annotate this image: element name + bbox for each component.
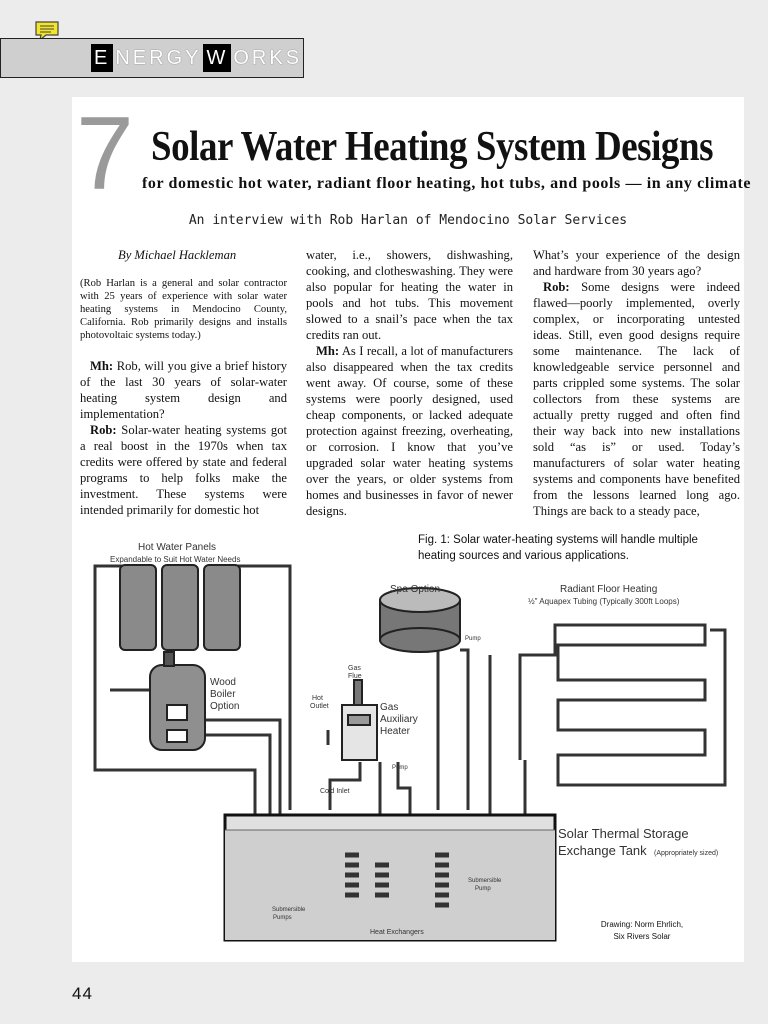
label-spa-option: Spa Option [390,584,441,595]
brand-word-1: NERGY [115,46,202,69]
label-pump-2: Pump [392,765,408,771]
label-cold-inlet: Cold Inlet [320,788,350,795]
speaker-label: Rob: [90,423,117,437]
label-hot-water-panels: Hot Water Panels [138,542,216,553]
text-column-3 [533,247,740,519]
paragraph [80,422,287,518]
paragraph: water, i.e., showers, dishwashing, cooking, and clotheswashing. They were also popular for heating the water in pools and hot tubs. This movement slowed to a snail’s pace when the tax credits ran out. [306,248,513,342]
paragraph-text: As I recall, a lot of manufacturers also disappeared when the tax credits went away. Of course, some of these systems were poorly designed, used cheap components, or lacked adequate protection against freezing, overheating, or corrosion. I know that you’ve upgraded solar water heating systems over the years, or older systems from homes and businesses in favor of newer designs. [306,344,513,518]
storage-tank [225,815,555,940]
label-gas-flue-1: Gas [348,665,361,672]
speaker-label: Mh: [316,344,340,358]
label-gas-aux-2: Auxiliary [380,714,418,725]
label-wood-boiler-1: Wood [210,677,236,688]
label-tank-2: Exchange Tank [558,843,647,858]
paragraph: What’s your experience of the design and hardware from 30 years ago? [533,248,740,278]
label-tank-1: Solar Thermal Storage [558,826,689,841]
label-sub-pump-right-1: Submersible [468,878,502,884]
text-column-1 [80,247,287,518]
paragraph-text: Some designs were indeed flawed—poorly implemented, overly complex, or incorporating untested ideas. Still, even good designs require some maintenance. The lack of knowledgeable service personnel and parts crippled some systems. The solar collectors from these systems are actually pretty rugged and often find their way back into new installations sold “as is” or used. Today’s manufacturers of solar water heating systems and components have benefited from the lessons learned long ago. Things are back to a steady pace, [533,280,740,518]
paragraph [533,279,740,519]
label-panels-sub: Expandable to Suit Hot Water Needs [110,555,241,564]
label-wood-boiler-3: Option [210,701,240,712]
text-column-2 [306,247,513,519]
label-pump: Pump [465,636,481,642]
label-hot-outlet-2: Outlet [310,703,329,710]
interview-line: An interview with Rob Harlan of Mendocino Solar Services [188,213,628,228]
label-gas-aux-3: Heater [380,726,411,737]
speaker-label: Mh: [90,359,114,373]
article-page [72,96,752,962]
brand-word-2: ORKS [233,46,303,69]
label-sub-pumps-left-1: Submersible [272,907,306,913]
label-sub-pump-right-2: Pump [475,886,491,892]
label-wood-boiler-2: Boiler [210,689,236,700]
solar-panels [120,565,240,650]
credit-line-1: Drawing: Norm Ehrlich, [600,920,684,929]
credit-line-2: Six Rivers Solar [613,932,671,941]
label-tank-sub: (Appropriately sized) [654,850,719,857]
label-heat-exchangers: Heat Exchangers [370,929,424,936]
brand-letter-e: E [91,44,113,72]
label-hot-outlet-1: Hot [312,695,323,702]
paragraph-text: Rob, will you give a brief history of the last 30 years of solar-water heating system design and implementation? [80,359,287,421]
article-title: Solar Water Heating System Designs [151,124,714,170]
wood-boiler [150,652,205,750]
spa-tub [380,588,460,652]
figure-caption: Fig. 1: Solar water-heating systems will handle multiple heating sources and various applications. [418,534,698,562]
brand-letter-w: W [203,44,231,72]
section-brand [91,44,304,72]
label-gas-flue-2: Flue [348,673,362,680]
speaker-label: Rob: [543,280,570,294]
paragraph [306,343,513,519]
paragraph [80,358,287,422]
figure-credit [572,919,712,943]
label-radiant-floor: Radiant Floor Heating [560,584,658,595]
article-subtitle: for domestic hot water, radiant floor heating, hot tubs, and pools — in any climate [142,175,752,192]
gas-heater [342,680,377,760]
label-gas-aux-1: Gas [380,702,399,713]
byline: By Michael Hackleman [118,248,237,262]
system-diagram [80,530,740,950]
author-bio: (Rob Harlan is a general and solar contractor with 25 years of experience with solar water heating systems in Mendocino County, California. Rob primarily designs and installs photovoltaic systems today.) [80,278,287,341]
page-number: 44 [72,984,93,1003]
chapter-number: 7 [76,96,134,212]
label-radiant-sub: ½" Aquapex Tubing (Typically 300ft Loops) [528,597,680,606]
label-sub-pumps-left-2: Pumps [273,915,292,921]
paragraph-text: Solar-water heating systems got a real boost in the 1970s when tax credits were offered by state and federal programs to help folks make the investment. These systems were intended primarily for domestic hot [80,423,287,517]
